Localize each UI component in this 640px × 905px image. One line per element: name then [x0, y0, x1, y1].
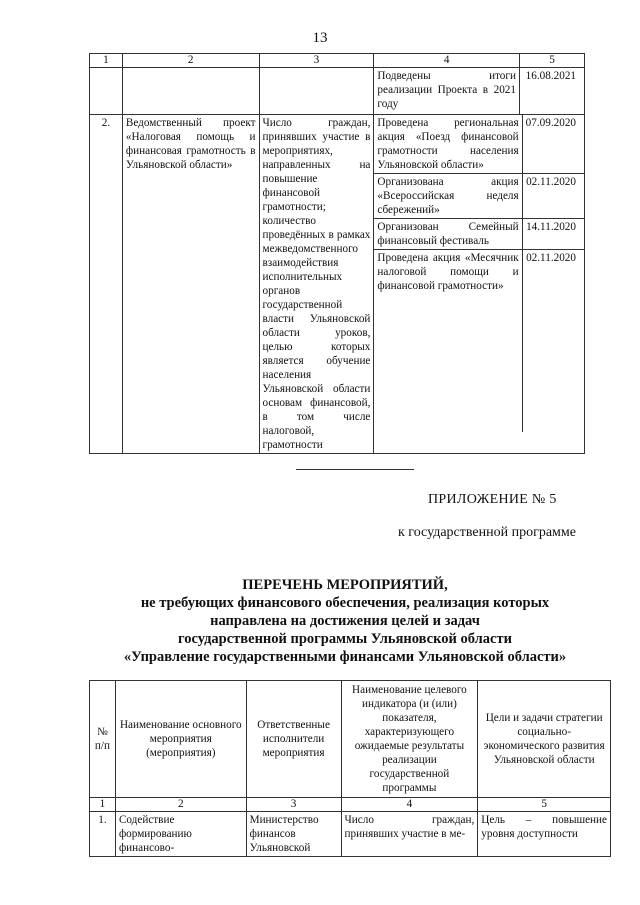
title-line: ПЕРЕЧЕНЬ МЕРОПРИЯТИЙ, — [242, 577, 448, 593]
project-name: Ведомственный проект «Налоговая помощь и финансовая грамотность в Ульяновской области» — [122, 115, 259, 454]
result-text: Организован Семейный финансовый фестиваль — [374, 219, 522, 250]
result-text: Подведены итоги реализации Проекта в 2021 году — [374, 68, 520, 115]
header-cell: Наименование целевого индикатора (и (или) показателя, характеризующего ожидаемые результаты реализации государственной программы — [341, 681, 478, 798]
result-date: 16.08.2021 — [519, 68, 584, 115]
column-number-row — [90, 54, 585, 68]
result-date: 14.11.2020 — [522, 219, 584, 250]
col-number: 4 — [374, 54, 520, 68]
title-line: «Управление государственными финансами Ульяновской области» — [123, 649, 567, 665]
col-number: 5 — [478, 798, 611, 812]
list-item — [374, 219, 584, 250]
col-number: 1 — [90, 54, 123, 68]
list-item — [374, 174, 584, 219]
title-line: не требующих финансового обеспечения, реализация которых — [140, 595, 550, 611]
appendix-subtitle: к государственной программе — [398, 525, 576, 540]
header-cell: Ответственные исполнители мероприятия — [246, 681, 341, 798]
row-number: 1. — [90, 812, 116, 857]
results-list — [374, 115, 584, 432]
result-date: 07.09.2020 — [522, 115, 584, 174]
list-item — [374, 115, 584, 174]
col-number: 5 — [519, 54, 584, 68]
events-table — [89, 680, 611, 857]
result-date: 02.11.2020 — [526, 252, 576, 264]
event-name: Содействие формированию финансово- — [115, 812, 246, 857]
row-number: 2. — [90, 115, 123, 454]
table-row — [90, 812, 611, 857]
page-number: 13 — [312, 30, 328, 46]
column-number-row — [90, 798, 611, 812]
title-line: государственной программы Ульяновской области — [178, 631, 512, 647]
col-number: 3 — [246, 798, 341, 812]
table-row — [90, 68, 585, 115]
goal-text: Цель – повышение уровня доступности — [478, 812, 611, 857]
col-number: 2 — [115, 798, 246, 812]
header-cell: Цели и задачи стратегии социально-экономического развития Ульяновской области — [478, 681, 611, 798]
result-text: Проведена региональная акция «Поезд финансовой грамотности населения Ульяновской области» — [374, 115, 522, 174]
indicator-text: Число граждан, принявших участие в ме- — [341, 812, 478, 857]
col-number: 4 — [341, 798, 478, 812]
header-cell: Наименование основного мероприятия (мероприятия) — [115, 681, 246, 798]
indicator-text: Число граждан, принявших участие в мероприятиях, направленных на повышение финансовой грамотности; количество проведённых в рамках межведомственного взаимодействия исполнительных органов государственной власти Ульяновской области уроков, целью которых является обучение населения Ульяновской области основам финансовой, в том числе налоговой, грамотности — [259, 115, 374, 454]
col-number: 2 — [122, 54, 259, 68]
result-text: Проведена акция «Месячник налоговой помощи и финансовой грамотности» — [374, 250, 522, 433]
result-date: 02.11.2020 — [522, 174, 584, 219]
separator-line — [296, 469, 414, 470]
table-row — [90, 115, 585, 454]
result-text: Организована акция «Всероссийская неделя сбережений» — [374, 174, 522, 219]
appendix-label: ПРИЛОЖЕНИЕ № 5 — [428, 492, 557, 507]
header-cell: № п/п — [90, 681, 116, 798]
executor: Министерство финансов Ульяновской — [246, 812, 341, 857]
header-row — [90, 681, 611, 798]
list-item — [374, 250, 584, 433]
document-title — [60, 576, 630, 666]
col-number: 1 — [90, 798, 116, 812]
title-line: направлена на достижения целей и задач — [210, 613, 480, 629]
results-table-continued — [89, 53, 585, 454]
col-number: 3 — [259, 54, 374, 68]
